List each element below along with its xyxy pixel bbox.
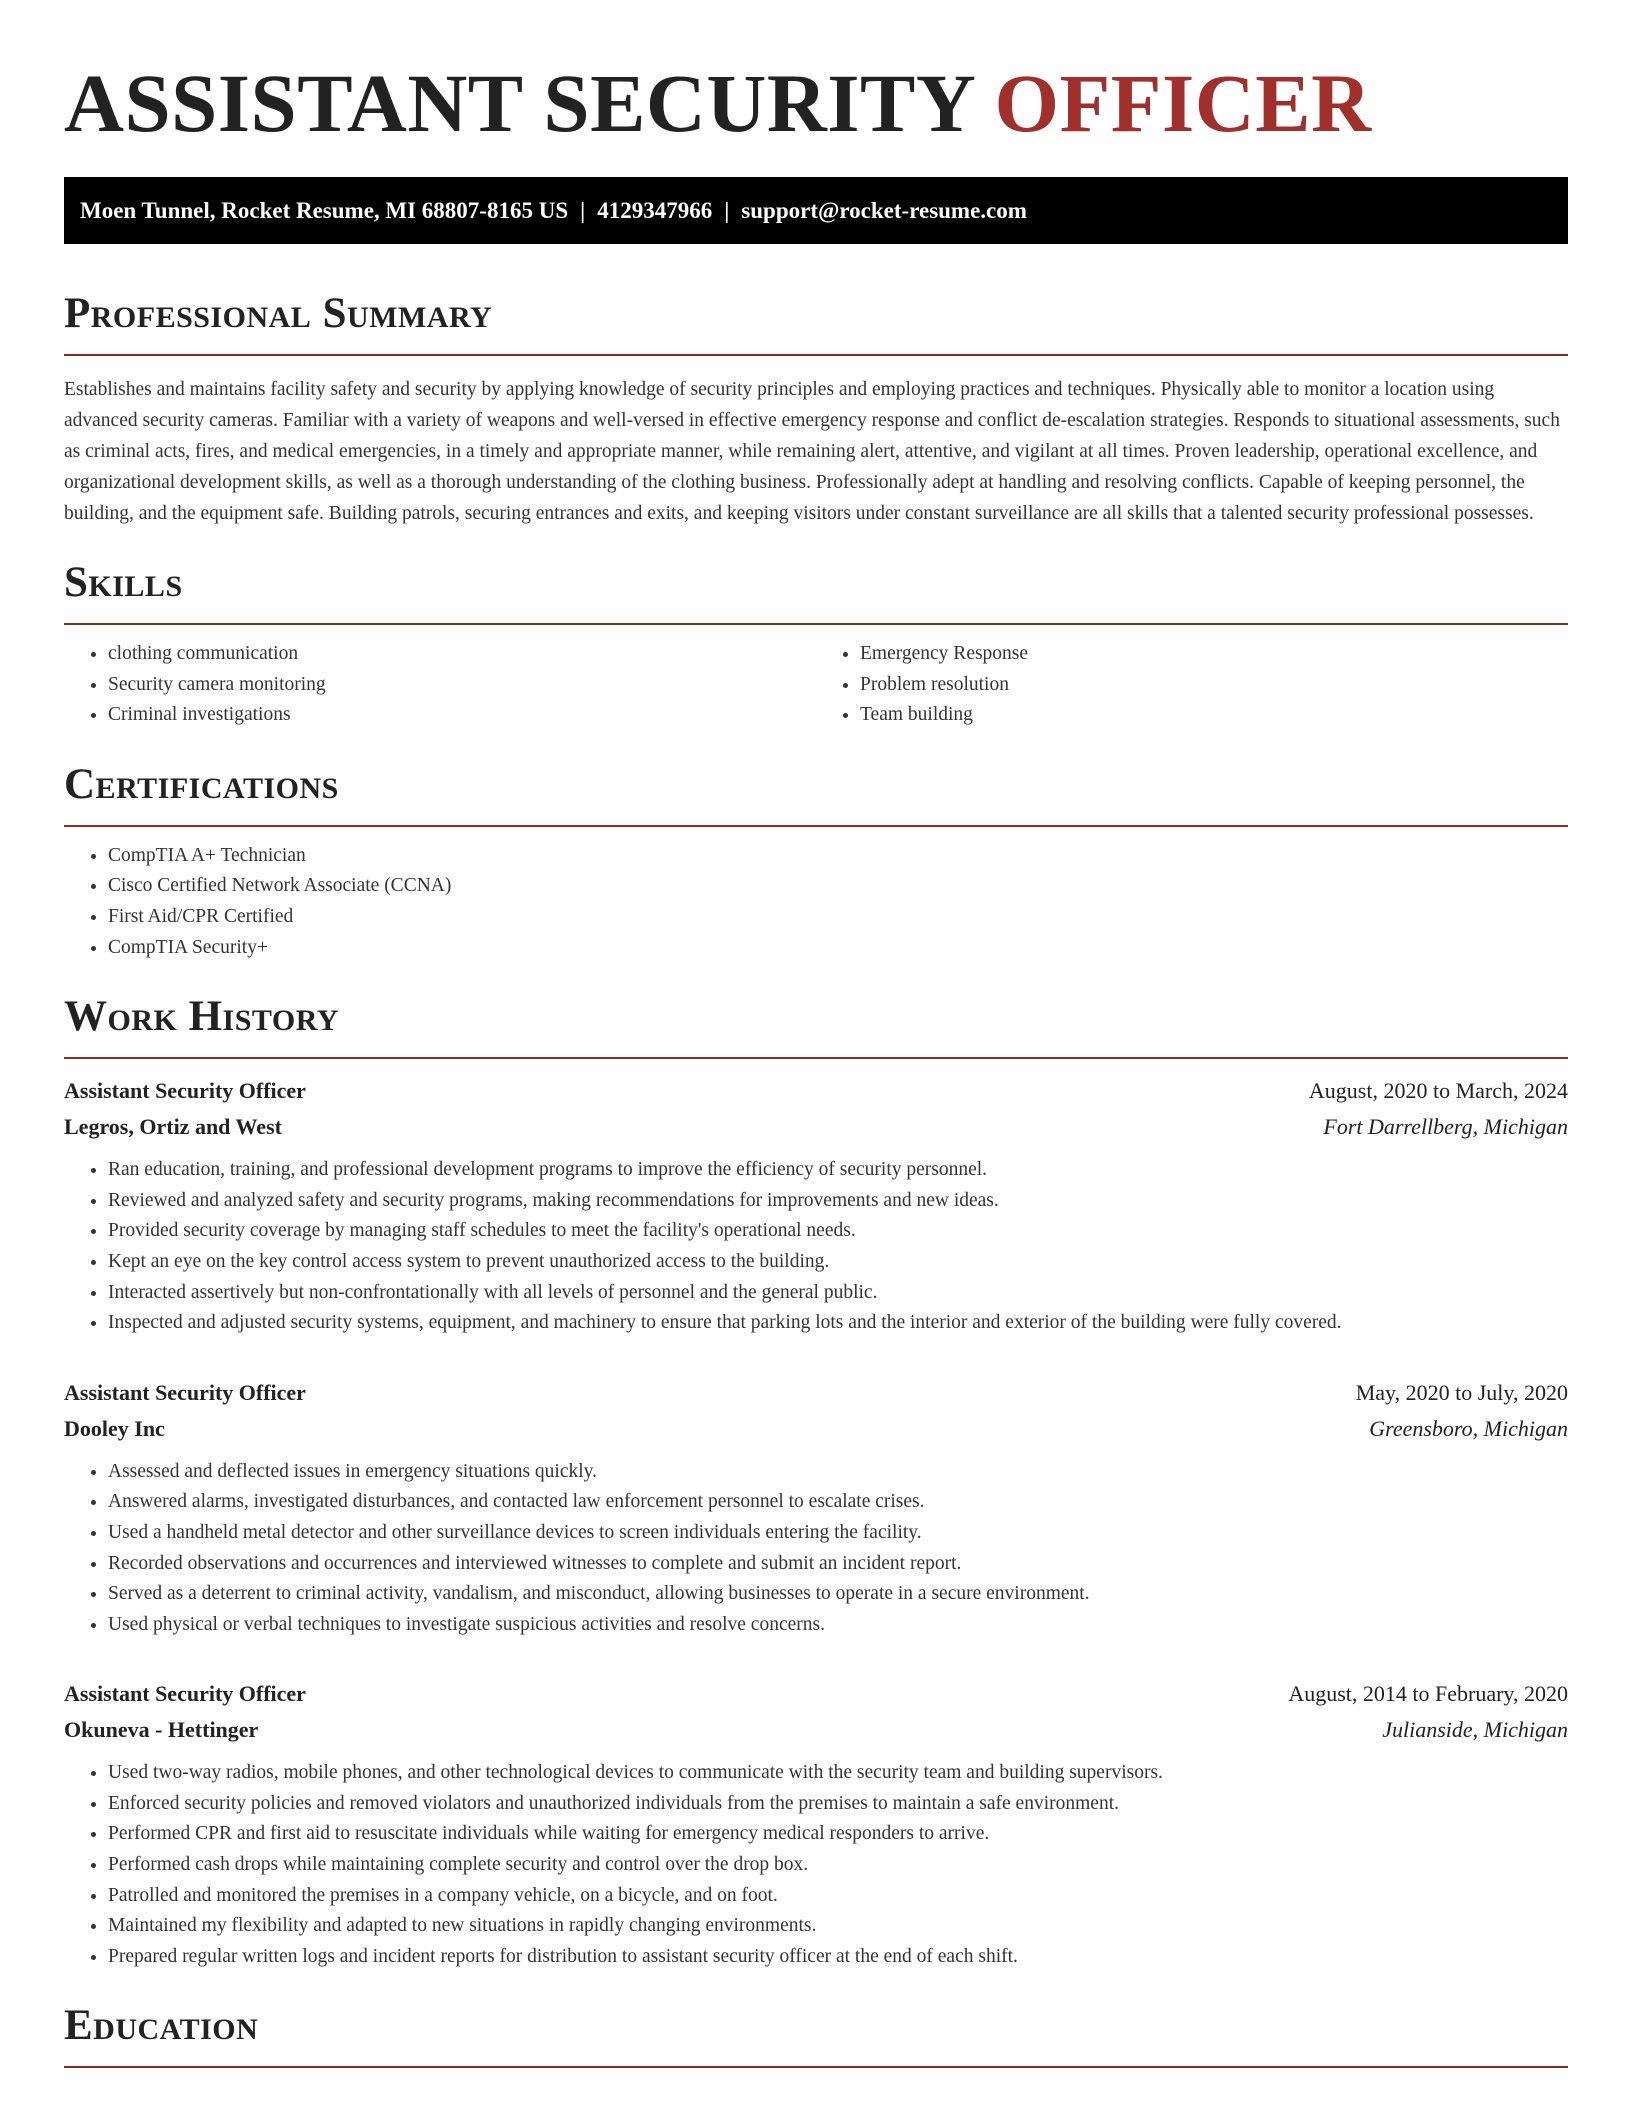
resume-title [64, 0, 1568, 148]
job-company: Okuneva - Hettinger [64, 1717, 259, 1743]
summary-section [64, 288, 1568, 529]
list-item: • Cisco Certified Network Associate (CCNA) [108, 871, 1568, 902]
job-entry [64, 1375, 1568, 1641]
contact-phone: 4129347966 [597, 197, 713, 223]
job-duties [64, 1457, 1568, 1641]
list-item: • Problem resolution [860, 670, 1568, 701]
list-item: • Used two-way radios, mobile phones, and other technological devices to communicate with the security team and building supervisors. [108, 1758, 1568, 1789]
list-item: • Assessed and deflected issues in emergency situations quickly. [108, 1457, 1568, 1488]
job-subheader-row [64, 1411, 1568, 1447]
list-item: • Performed CPR and first aid to resuscitate individuals while waiting for emergency medical responders to arrive. [108, 1819, 1568, 1850]
list-item: • Interacted assertively but non-confrontationally with all levels of personnel and the general public. [108, 1278, 1568, 1309]
skills-list-right [816, 639, 1568, 731]
job-entry [64, 1676, 1568, 1972]
education-heading: Education [64, 2000, 1568, 2068]
list-item: • Patrolled and monitored the premises in a company vehicle, on a bicycle, and on foot. [108, 1881, 1568, 1912]
list-item: • Emergency Response [860, 639, 1568, 670]
list-item: • CompTIA Security+ [108, 933, 1568, 964]
title-accent: OFFICER [994, 57, 1372, 149]
job-header-row [64, 1375, 1568, 1411]
list-item: • clothing communication [108, 639, 816, 670]
job-subheader-row [64, 1109, 1568, 1145]
list-item: • Team building [860, 700, 1568, 731]
list-item: • Answered alarms, investigated disturbances, and contacted law enforcement personnel to escalate crises. [108, 1487, 1568, 1518]
job-entry [64, 1073, 1568, 1339]
job-location: Fort Darrellberg, Michigan [1323, 1114, 1568, 1140]
list-item: • Maintained my flexibility and adapted to new situations in rapidly changing environments. [108, 1911, 1568, 1942]
summary-heading: Professional Summary [64, 288, 1568, 356]
list-item: • Kept an eye on the key control access system to prevent unauthorized access to the building. [108, 1247, 1568, 1278]
job-subheader-row [64, 1712, 1568, 1748]
list-item: • Used physical or verbal techniques to investigate suspicious activities and resolve concerns. [108, 1610, 1568, 1641]
list-item: • CompTIA A+ Technician [108, 841, 1568, 872]
summary-text: Establishes and maintains facility safety and security by applying knowledge of security principles and employing practices and techniques. Physically able to monitor a location using advanced security cameras. Familiar with a variety of weapons and well-versed in effective emergency response and conflict de-escalation strategies. Responds to situational assessments, such as criminal acts, fires, and medical emergencies, in a timely and appropriate manner, while remaining alert, attentive, and vigilant at all times. Proven leadership, operational excellence, and organizational development skills, as well as a thorough understanding of the clothing business. Professionally adept at handling and resolving conflicts. Capable of keeping personnel, the building, and the equipment safe. Building patrols, securing entrances and exits, and keeping visitors under constant surveillance are all skills that a talented security professional possesses. [64, 379, 1560, 524]
job-company: Legros, Ortiz and West [64, 1114, 282, 1140]
job-location: Julianside, Michigan [1382, 1717, 1568, 1743]
list-item: • Reviewed and analyzed safety and security programs, making recommendations for improvements and new ideas. [108, 1186, 1568, 1217]
certifications-section [64, 759, 1568, 963]
list-item: • Criminal investigations [108, 700, 816, 731]
job-dates: August, 2014 to February, 2020 [1288, 1681, 1568, 1707]
list-item: • First Aid/CPR Certified [108, 902, 1568, 933]
list-item: • Prepared regular written logs and incident reports for distribution to assistant security officer at the end of each shift. [108, 1942, 1568, 1973]
job-duties [64, 1155, 1568, 1339]
job-location: Greensboro, Michigan [1369, 1415, 1568, 1441]
skills-heading: Skills [64, 557, 1568, 625]
skills-list-left [64, 639, 816, 731]
list-item: • Served as a deterrent to criminal activity, vandalism, and misconduct, allowing businesses to operate in a secure environment. [108, 1579, 1568, 1610]
job-title: Assistant Security Officer [64, 1681, 306, 1707]
contact-separator: | [724, 197, 730, 223]
skills-section [64, 557, 1568, 731]
job-title: Assistant Security Officer [64, 1078, 306, 1104]
certifications-heading: Certifications [64, 759, 1568, 827]
job-dates: May, 2020 to July, 2020 [1355, 1379, 1568, 1405]
job-header-row [64, 1676, 1568, 1712]
list-item: • Security camera monitoring [108, 670, 816, 701]
list-item: • Performed cash drops while maintaining complete security and control over the drop box. [108, 1850, 1568, 1881]
contact-address: Moen Tunnel, Rocket Resume, MI 68807-8165 US [80, 197, 569, 223]
certifications-list [64, 841, 1568, 963]
list-item: • Ran education, training, and professional development programs to improve the efficiency of security personnel. [108, 1155, 1568, 1186]
list-item: • Recorded observations and occurrences and interviewed witnesses to complete and submit an incident report. [108, 1549, 1568, 1580]
contact-separator: | [580, 197, 586, 223]
job-title: Assistant Security Officer [64, 1379, 306, 1405]
list-item: • Inspected and adjusted security systems, equipment, and machinery to ensure that parking lots and the interior and exterior of the building were fully covered. [108, 1308, 1568, 1339]
job-dates: August, 2020 to March, 2024 [1308, 1078, 1568, 1104]
list-item: • Enforced security policies and removed violators and unauthorized individuals from the premises to maintain a safe environment. [108, 1789, 1568, 1820]
list-item: • Used a handheld metal detector and other surveillance devices to screen individuals entering the facility. [108, 1518, 1568, 1549]
work-history-heading: Work History [64, 991, 1568, 1059]
contact-email: support@rocket-resume.com [741, 197, 1027, 223]
job-company: Dooley Inc [64, 1415, 165, 1441]
skills-grid [64, 639, 1568, 731]
list-item: • Provided security coverage by managing staff schedules to meet the facility's operational needs. [108, 1216, 1568, 1247]
work-history-section [64, 991, 1568, 1972]
job-duties [64, 1758, 1568, 1972]
title-main: ASSISTANT SECURITY [64, 57, 974, 149]
job-header-row [64, 1073, 1568, 1109]
education-section [64, 2000, 1568, 2068]
contact-bar [64, 177, 1568, 244]
